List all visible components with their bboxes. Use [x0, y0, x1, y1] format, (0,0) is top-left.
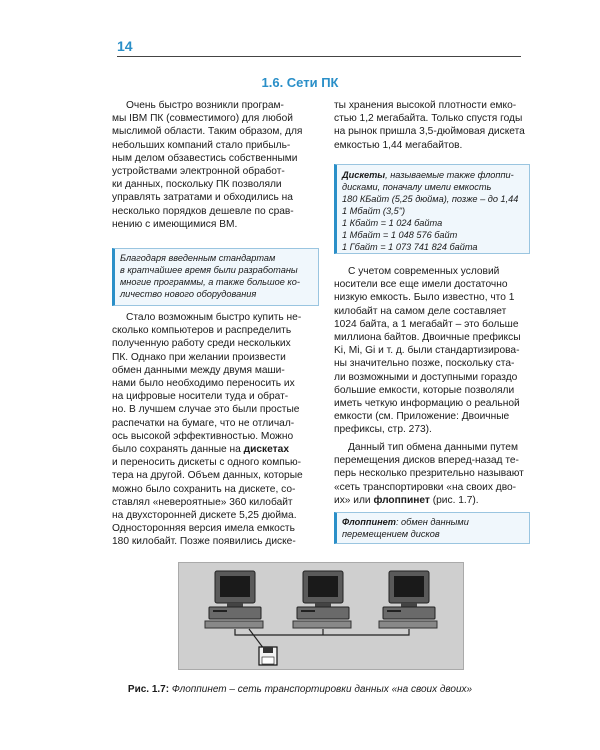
left-p1-line: управлять затратами и обходились на: [112, 192, 293, 204]
left-p2-line: и переносить дискеты с одного компью-: [112, 457, 302, 469]
right-p2-line: килобайт на самом деле составляет: [334, 305, 507, 317]
right-p1-line: ты хранения высокой плотности емко-: [334, 100, 517, 111]
right-p3-line: перь несколько презрительно называют: [334, 468, 524, 480]
right-paragraph-2: [334, 265, 530, 437]
figure-caption: [0, 684, 600, 695]
left-p2-line: Односторонняя версия имела емкость: [112, 523, 295, 535]
computer-icon: [205, 571, 263, 628]
floppy-box: [334, 164, 530, 254]
right-p2-line: 1024 байта, а 1 мегабайт – это больше: [334, 318, 519, 330]
floppy-box-line: 1 Кбайт = 1 024 байта: [342, 218, 443, 228]
floppy-term: Дискеты: [342, 170, 386, 180]
right-p3-line: Данный тип обмена данными путем: [348, 442, 518, 453]
left-p2-line: тера на другой. Объем данных, которые: [112, 470, 303, 482]
right-p2-line: Ki, Mi, Gi и т. д. были стандартизирова-: [334, 345, 520, 357]
left-p2-line: обмен данными между двумя маши-: [112, 364, 285, 376]
right-p2-line: большие емкости, которые позволяли: [334, 384, 515, 396]
left-p1-line: ным делом обзавестись собственными: [112, 152, 298, 164]
left-p1-line: несколько порядков дешевле по срав-: [112, 205, 294, 217]
left-p1-line: мы IBM ПК (совместимого) для любой: [112, 113, 293, 125]
right-p2-line: иметь четкую информацию о реальной: [334, 398, 520, 410]
right-p2-line: низкую емкость. Было известно, что 1: [334, 292, 515, 304]
right-p2-line: миллиона байтов. Двоичные префиксы: [334, 332, 521, 344]
right-p3-line: их» или флоппинет (рис. 1.7).: [334, 494, 479, 506]
section-title: 1.6. Сети ПК: [261, 75, 339, 90]
right-p3-line: перемещения дисков вперед-назад те-: [334, 455, 519, 467]
left-p2-line: было сохранять данные на дискетах: [112, 444, 290, 456]
floppinet-term: Флоппинет: [342, 517, 396, 527]
left-p2-line: на цифровые носители туда и обрат-: [112, 391, 289, 403]
left-p2-line: но. В лучшем случае это были простые: [112, 404, 300, 416]
left-paragraph-2: [112, 311, 319, 549]
floppy-box-line: Дискеты, называемые также флоппи-: [342, 170, 514, 180]
right-p1-line: емкостью 1,44 мегабайтов.: [334, 139, 463, 151]
left-p2-line: полученную работу среди нескольких: [112, 338, 291, 350]
left-p1-line: ки данных, поскольку ПК позволяли: [112, 179, 282, 191]
bold-term: флоппинет: [373, 494, 430, 506]
left-p1-line: мыслимой области. Таким образом, для: [112, 126, 303, 138]
floppy-box-line: 180 КБайт (5,25 дюйма), позже – до 1,44: [342, 194, 519, 204]
right-p2-line: ны значительно позже, поскольку ста-: [334, 358, 515, 370]
right-paragraph-1: [334, 99, 530, 152]
floppinet-def: : обмен данными: [395, 517, 469, 527]
floppy-box-line: 1 Мбайт (3,5"): [342, 206, 406, 216]
figure-caption-text: Флоппинет – сеть транспортировки данных «на своих двоих»: [171, 684, 473, 695]
right-p1-line: стью 1,2 мегабайта. Только спустя годы: [334, 113, 523, 125]
floppinet-def-line2: перемещением дисков: [342, 529, 440, 539]
right-p2-line: ли возможными и доступными гораздо: [334, 371, 518, 383]
floppy-box-line: дисками, поначалу имели емкость: [342, 182, 492, 192]
right-p1-line: на рынок пришла 3,5-дюймовая дискета: [334, 126, 525, 138]
left-p2-line: распечатки на бумаге, что не отличал-: [112, 417, 295, 429]
left-note-line: многие программы, а также большое ко-: [120, 277, 300, 287]
left-p2-line: 180 килобайт. Позже появились диске-: [112, 536, 296, 548]
floppinet-illustration: [179, 563, 463, 669]
right-p3-line: «сеть транспортировки «на своих дво-: [334, 481, 517, 493]
page-number: 14: [117, 38, 133, 54]
transport-path: [235, 629, 409, 635]
left-p1-line: устройствами электронной обработ-: [112, 166, 285, 178]
left-note-line: личество нового оборудования: [120, 289, 257, 299]
header-rule: [117, 56, 521, 57]
floppy-box-line: 1 Гбайт = 1 073 741 824 байта: [342, 242, 478, 252]
left-p1-line: нению с имеющимися ВМ.: [112, 218, 238, 230]
right-p2-line: носители все еще имели достаточно: [334, 279, 508, 291]
computer-icon: [293, 571, 351, 628]
left-note-box: [112, 248, 319, 306]
right-p2-line: С учетом современных условий: [348, 266, 500, 277]
left-p2-line: ось высокой эффективностью. Можно: [112, 430, 294, 442]
figure-floppinet: [178, 562, 464, 670]
left-paragraph-1: [112, 99, 319, 231]
right-paragraph-3: [334, 441, 530, 507]
left-p1-line: небольших компаний стало прибыль-: [112, 139, 291, 151]
left-p2-line: ПК. Однако при желании произвести: [112, 351, 286, 363]
left-p2-line: ставлял «невероятные» 360 килобайт: [112, 496, 293, 508]
floppy-box-line: 1 Мбайт = 1 048 576 байт: [342, 230, 458, 240]
floppy-disk-icon: [259, 647, 277, 665]
left-p2-line: нами было необходимо переносить их: [112, 378, 295, 390]
left-p2-line: Стало возможным быстро купить не-: [126, 312, 302, 323]
bold-term: дискетах: [243, 444, 290, 456]
left-note-line: в кратчайшее время были разработаны: [120, 265, 298, 275]
computer-icon: [379, 571, 437, 628]
floppinet-box: [334, 512, 530, 544]
left-p2-line: можно было сохранить на дискете, со-: [112, 483, 296, 495]
left-p1-line: Очень быстро возникли програм-: [126, 100, 284, 111]
right-p2-line: префиксы, стр. 273).: [334, 424, 432, 436]
left-note-line: Благодаря введенным стандартам: [120, 253, 276, 263]
left-p2-line: сколько компьютеров и распределить: [112, 325, 292, 337]
right-p2-line: емкости (см. Приложение: Двоичные: [334, 411, 510, 423]
figure-caption-label: Рис. 1.7:: [127, 684, 170, 695]
left-p2-line: на двухсторонней дискете 5,25 дюйма.: [112, 510, 297, 522]
